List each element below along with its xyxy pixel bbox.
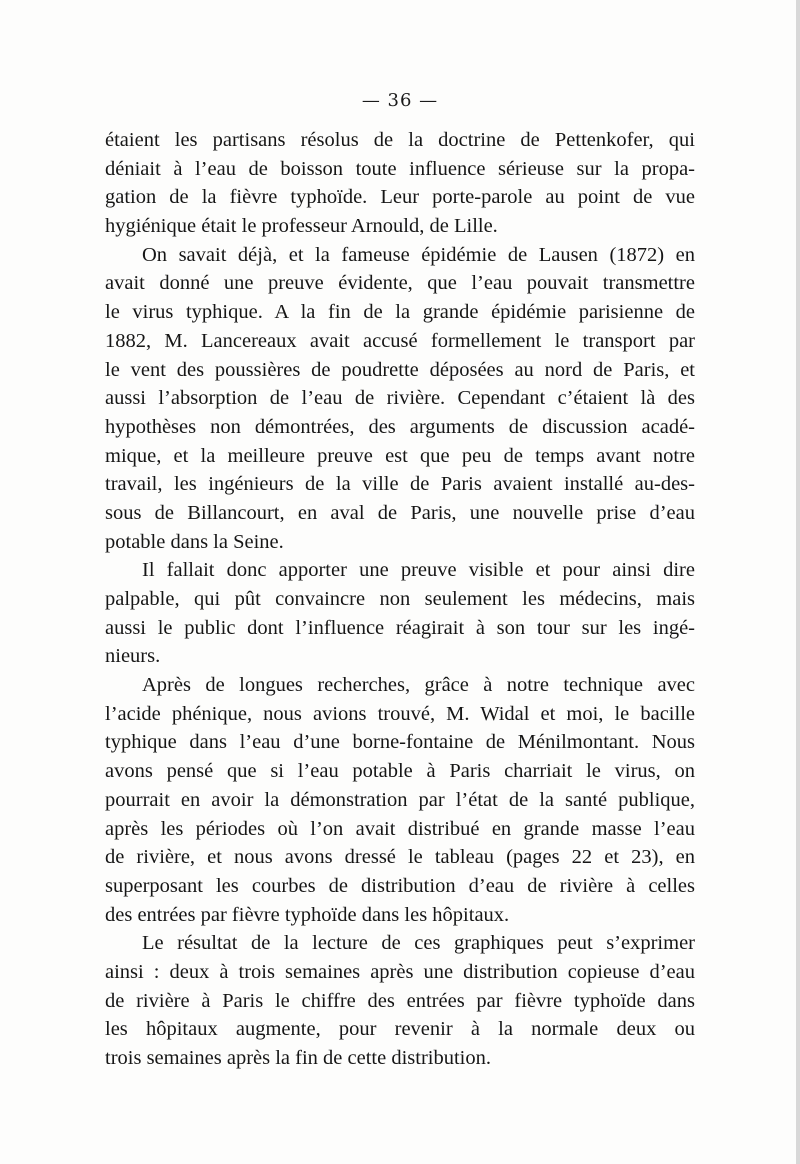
text-line: 1882, M. Lancereaux avait accusé formellement le transport par [105, 329, 695, 352]
page-edge [796, 0, 800, 1164]
text-line: hygiénique était le professeur Arnould, de Lille. [105, 215, 498, 238]
text-line: typhique dans l’eau d’une borne-fontaine de Ménilmontant. Nous [105, 731, 695, 754]
text-line: des entrées par fièvre typhoïde dans les hôpitaux. [105, 903, 510, 926]
text-line: déniait à l’eau de boisson toute influence sérieuse sur la propa- [105, 157, 695, 180]
text-line: ainsi : deux à trois semaines après une distribution copieuse d’eau [105, 960, 695, 983]
text-line: sous de Billancourt, en aval de Paris, une nouvelle prise d’eau [105, 501, 695, 524]
text-line: de rivière à Paris le chiffre des entrées par fièvre typhoïde dans [105, 989, 695, 1012]
text-line: après les périodes où l’on avait distribué en grande masse l’eau [105, 817, 695, 840]
body-text [105, 126, 695, 1073]
text-line: Après de longues recherches, grâce à notre technique avec [142, 674, 695, 697]
text-line: le vent des poussières de poudrette déposées au nord de Paris, et [105, 358, 695, 381]
text-line: Il fallait donc apporter une preuve visible et pour ainsi dire [142, 559, 695, 582]
text-line: aussi le public dont l’influence réagirait à son tour sur les ingé- [105, 616, 695, 639]
text-line: potable dans la Seine. [105, 530, 284, 553]
text-line: les hôpitaux augmente, pour revenir à la normale deux ou [105, 1018, 695, 1041]
paragraph-4 [105, 671, 695, 929]
text-line: trois semaines après la fin de cette distribution. [105, 1047, 491, 1069]
paragraph-5 [105, 929, 695, 1072]
text-line: travail, les ingénieurs de la ville de Paris avaient installé au-des- [105, 473, 695, 496]
paragraph-1 [105, 126, 695, 241]
text-line: mique, et la meilleure preuve est que peu de temps avant notre [105, 444, 695, 467]
paragraph-3 [105, 556, 695, 671]
text-line: pourrait en avoir la démonstration par l’état de la santé publique, [105, 788, 695, 811]
page-number: — 36 — [361, 90, 439, 111]
text-line: avait donné une preuve évidente, que l’eau pouvait transmettre [105, 272, 695, 295]
text-line: palpable, qui pût convaincre non seulement les médecins, mais [105, 588, 695, 610]
text-line: superposant les courbes de distribution d’eau de rivière à celles [105, 874, 695, 897]
text-line: gation de la fièvre typhoïde. Leur porte-parole au point de vue [105, 186, 695, 209]
text-line: l’acide phénique, nous avions trouvé, M. Widal et moi, le bacille [105, 702, 695, 725]
text-line: avons pensé que si l’eau potable à Paris charriait le virus, on [105, 760, 695, 783]
text-line: de rivière, et nous avons dressé le tableau (pages 22 et 23), en [105, 846, 695, 869]
paragraph-2 [105, 241, 695, 557]
text-line: étaient les partisans résolus de la doctrine de Pettenkofer, qui [105, 129, 695, 151]
text-line: On savait déjà, et la fameuse épidémie de Lausen (1872) en [142, 243, 695, 266]
text-line: hypothèses non démontrées, des arguments de discussion acadé- [105, 415, 695, 438]
text-line: le virus typhique. A la fin de la grande épidémie parisienne de [105, 301, 695, 324]
text-line: nieurs. [105, 645, 161, 668]
text-line: aussi l’absorption de l’eau de rivière. Cependant c’étaient là des [105, 387, 695, 410]
text-line: Le résultat de la lecture de ces graphiques peut s’exprimer [142, 932, 695, 955]
